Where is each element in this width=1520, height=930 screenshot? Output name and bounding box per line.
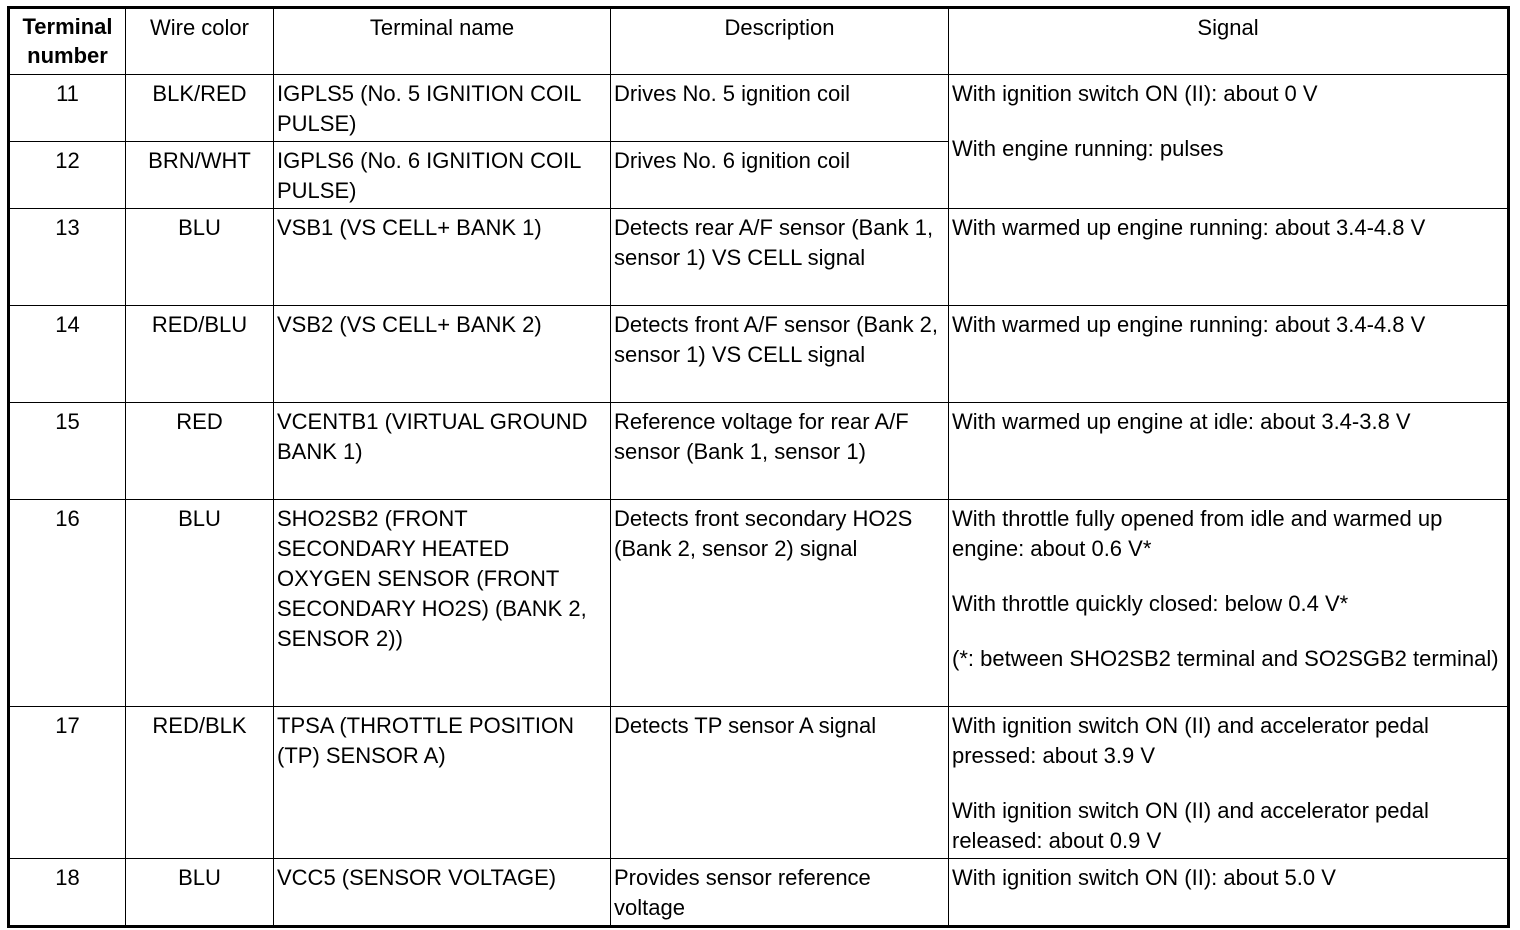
header-signal: Signal bbox=[949, 8, 1509, 75]
table-row bbox=[9, 859, 1509, 927]
wire-color: RED/BLU bbox=[126, 306, 274, 403]
terminal-number: 11 bbox=[9, 75, 126, 142]
wire-color: BLU bbox=[126, 500, 274, 707]
signal-line: With warmed up engine running: about 3.4-4.8 V bbox=[952, 312, 1426, 337]
table-row bbox=[9, 707, 1509, 859]
terminal-number: 12 bbox=[9, 142, 126, 209]
terminal-table bbox=[7, 6, 1510, 928]
terminal-name: TPSA (THROTTLE POSITION (TP) SENSOR A) bbox=[274, 707, 611, 859]
wire-color: BLK/RED bbox=[126, 75, 274, 142]
terminal-number: 15 bbox=[9, 403, 126, 500]
terminal-name: VCC5 (SENSOR VOLTAGE) bbox=[274, 859, 611, 927]
terminal-name: VSB1 (VS CELL+ BANK 1) bbox=[274, 209, 611, 306]
signal bbox=[949, 859, 1509, 927]
description: Reference voltage for rear A/F sensor (Bank 1, sensor 1) bbox=[611, 403, 949, 500]
wire-color: BLU bbox=[126, 209, 274, 306]
table-row bbox=[9, 209, 1509, 306]
signal-line: With throttle fully opened from idle and warmed up engine: about 0.6 V* bbox=[952, 506, 1443, 561]
signal-line: With warmed up engine running: about 3.4-4.8 V bbox=[952, 215, 1426, 240]
terminal-number: 13 bbox=[9, 209, 126, 306]
description: Detects rear A/F sensor (Bank 1, sensor 1) VS CELL signal bbox=[611, 209, 949, 306]
description: Drives No. 6 ignition coil bbox=[611, 142, 949, 209]
header-wire-color: Wire color bbox=[126, 8, 274, 75]
signal-line: With throttle quickly closed: below 0.4 V* bbox=[952, 591, 1349, 616]
header-terminal-number bbox=[9, 8, 126, 75]
signal bbox=[949, 209, 1509, 306]
description: Detects front A/F sensor (Bank 2, sensor 1) VS CELL signal bbox=[611, 306, 949, 403]
signal-line: (*: between SHO2SB2 terminal and SO2SGB2 terminal) bbox=[952, 646, 1499, 671]
terminal-name: IGPLS5 (No. 5 IGNITION COIL PULSE) bbox=[274, 75, 611, 142]
description: Drives No. 5 ignition coil bbox=[611, 75, 949, 142]
signal-line: With engine running: pulses bbox=[952, 136, 1224, 161]
terminal-number: 16 bbox=[9, 500, 126, 707]
signal-line: With ignition switch ON (II) and accelerator pedal pressed: about 3.9 V bbox=[952, 713, 1429, 768]
terminal-name: VSB2 (VS CELL+ BANK 2) bbox=[274, 306, 611, 403]
terminal-name: VCENTB1 (VIRTUAL GROUND BANK 1) bbox=[274, 403, 611, 500]
table-row bbox=[9, 306, 1509, 403]
signal bbox=[949, 500, 1509, 707]
signal-line: With ignition switch ON (II) and accelerator pedal released: about 0.9 V bbox=[952, 798, 1429, 853]
description: Detects TP sensor A signal bbox=[611, 707, 949, 859]
table-row bbox=[9, 403, 1509, 500]
wire-color: BRN/WHT bbox=[126, 142, 274, 209]
terminal-number: 17 bbox=[9, 707, 126, 859]
signal bbox=[949, 75, 1509, 209]
wire-color: RED/BLK bbox=[126, 707, 274, 859]
wire-color: BLU bbox=[126, 859, 274, 927]
terminal-number: 18 bbox=[9, 859, 126, 927]
wire-color: RED bbox=[126, 403, 274, 500]
description: Provides sensor reference voltage bbox=[611, 859, 949, 927]
signal bbox=[949, 306, 1509, 403]
table-row bbox=[9, 500, 1509, 707]
terminal-number: 14 bbox=[9, 306, 126, 403]
header-terminal-name: Terminal name bbox=[274, 8, 611, 75]
signal bbox=[949, 707, 1509, 859]
description: Detects front secondary HO2S (Bank 2, sensor 2) signal bbox=[611, 500, 949, 707]
terminal-name: IGPLS6 (No. 6 IGNITION COIL PULSE) bbox=[274, 142, 611, 209]
signal-line: With ignition switch ON (II): about 0 V bbox=[952, 81, 1318, 106]
terminal-name: SHO2SB2 (FRONT SECONDARY HEATED OXYGEN SENSOR (FRONT SECONDARY HO2S) (BANK 2, SENSOR 2)) bbox=[274, 500, 611, 707]
table-row bbox=[9, 75, 1509, 142]
signal-line: With ignition switch ON (II): about 5.0 V bbox=[952, 865, 1336, 890]
header-description: Description bbox=[611, 8, 949, 75]
signal bbox=[949, 403, 1509, 500]
signal-line: With warmed up engine at idle: about 3.4-3.8 V bbox=[952, 409, 1411, 434]
header-terminal-number-text: Terminal number bbox=[22, 14, 113, 68]
